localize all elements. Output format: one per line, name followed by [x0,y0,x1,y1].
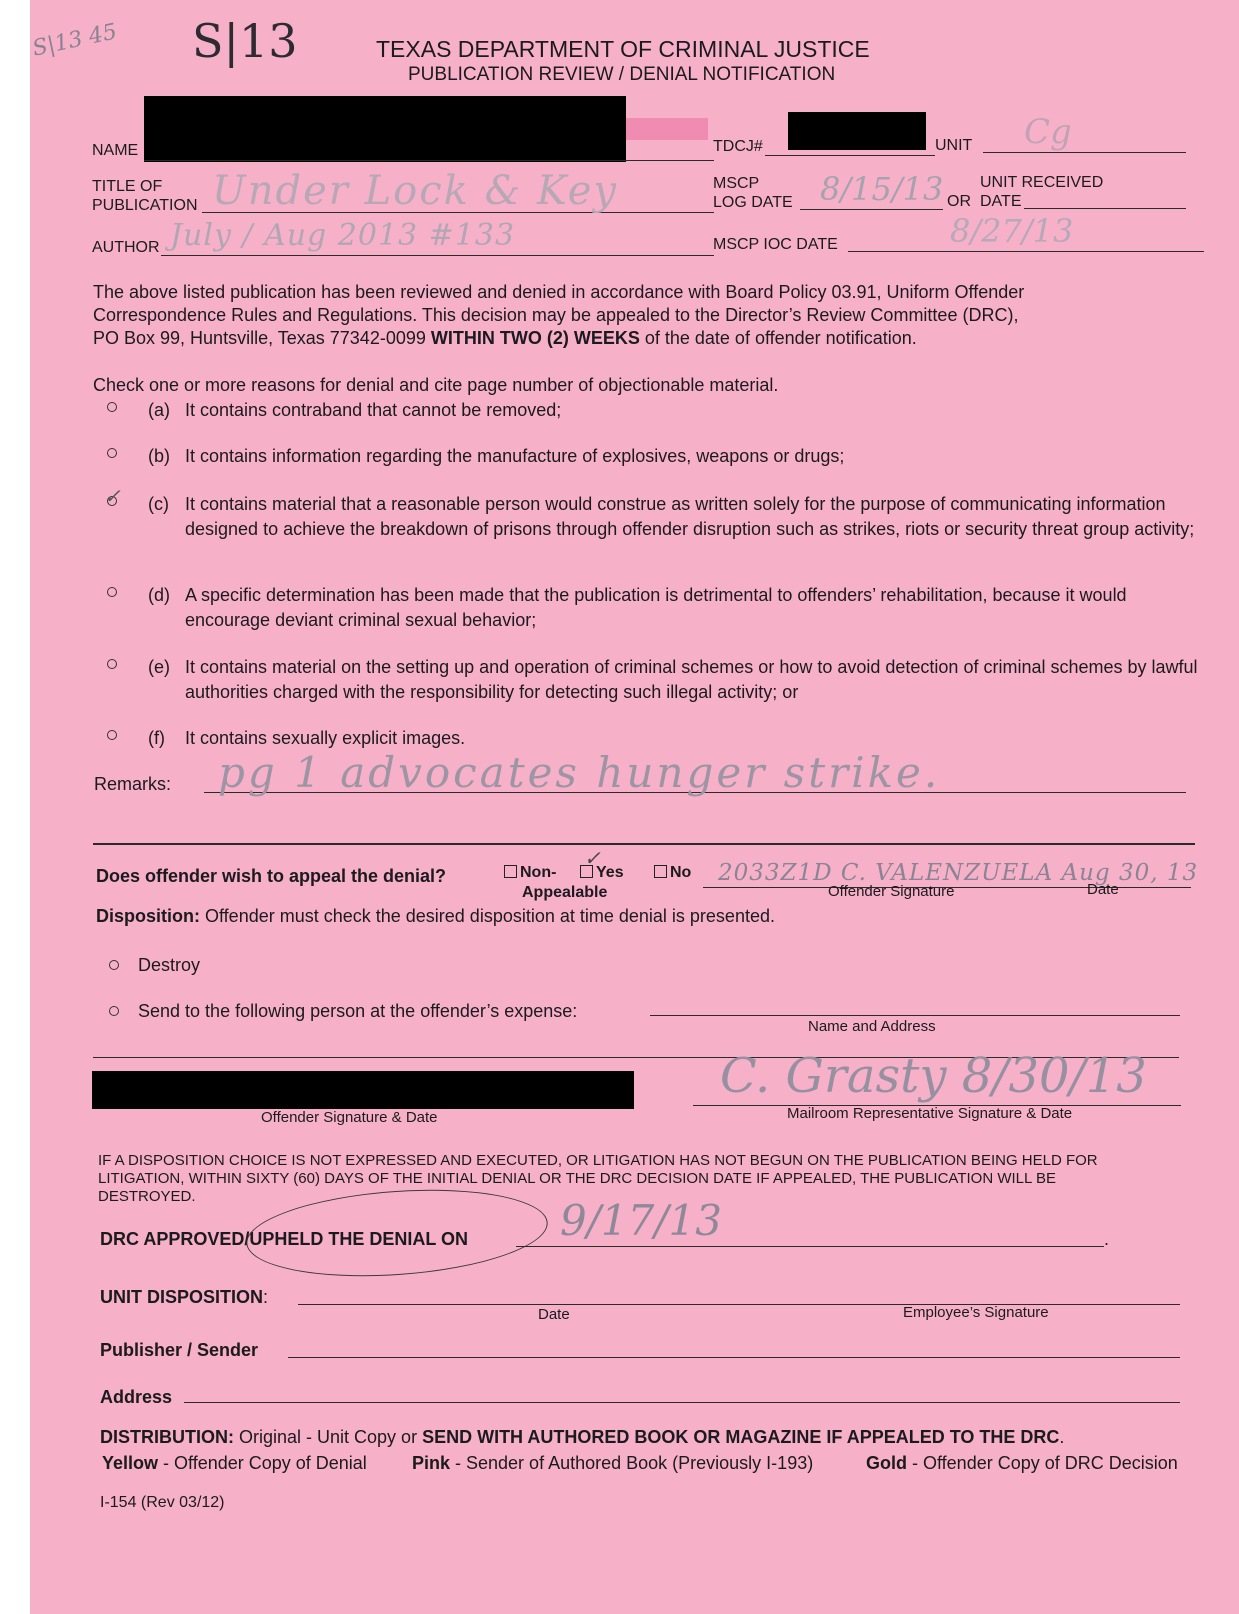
pink-text: - Sender of Authored Book (Previously I-193) [450,1453,814,1473]
highlight-mark [626,118,708,140]
copy-pink [412,1453,813,1474]
remarks-line-2 [93,843,1195,845]
disposition-label: Disposition: [96,906,200,926]
publisher-line [288,1357,1180,1358]
remarks-label: Remarks: [94,774,172,794]
unit-received-line [1024,208,1186,209]
pink-label: Pink [412,1453,451,1473]
drc-circle-mark [243,1181,550,1286]
reason-f-radio[interactable] [107,730,117,740]
intro-line-3c: of the date of offender notification. [639,328,917,348]
drc-label: DRC APPROVED/UPHELD THE DENIAL ON [100,1229,469,1249]
mscp-ioc-label: MSCP IOC DATE [713,236,838,253]
unit-disposition-colon: : [263,1287,269,1307]
publisher-label: Publisher / Sender [100,1340,259,1360]
mscp-label-2: LOG DATE [713,194,793,211]
reason-d-label: (d) [148,585,170,605]
destroy-radio[interactable] [109,960,119,970]
intro-line-2: Correspondence Rules and Regulations. This decision may be appealed to the Director’s Review Committee (DRC), [93,305,1019,325]
reason-a [148,398,1198,423]
reason-e-radio[interactable] [107,659,117,669]
form-number: I-154 (Rev 03/12) [100,1494,225,1511]
reason-c-label: (c) [148,494,169,514]
yes-label: Yes [596,864,624,881]
author-value: July / Aug 2013 #133 [170,218,516,253]
reason-c-check-mark: ✓ [104,484,121,508]
form-paper [30,0,1239,1614]
unit-value: Cg [1024,112,1072,152]
reason-b [148,444,1198,469]
appeal-date-caption: Date [1087,881,1119,898]
mscp-log-line [800,209,943,210]
employee-signature-caption: Employee’s Signature [903,1304,1049,1321]
intro-line-3 [93,328,917,349]
mailroom-caption: Mailroom Representative Signature & Date [787,1105,1073,1122]
distribution-text-b: SEND WITH AUTHORED BOOK OR MAGAZINE IF APPEALED TO THE DRC [422,1427,1060,1447]
title-label-1: TITLE OF [92,178,163,195]
name-line [144,160,714,161]
non-appealable-option[interactable] [504,864,556,882]
destroy-label: Destroy [138,955,201,975]
address-label: Address [100,1387,173,1407]
tdcj-line [765,155,935,156]
mscp-ioc-line [848,251,1204,252]
warning-line-2: LITIGATION, WITHIN SIXTY (60) DAYS OF THE INITIAL DENIAL OR THE DRC DECISION DATE IF APPEALED, THE PUBLICATION WILL BE [98,1170,1056,1187]
non-label: Non- [520,864,557,881]
offender-signature-redaction [92,1071,634,1109]
reason-a-text: It contains contraband that cannot be removed; [185,400,562,420]
remarks-value: pg 1 advocates hunger strike. [218,748,941,797]
send-radio[interactable] [109,1006,119,1016]
reason-b-radio[interactable] [107,448,117,458]
no-label: No [670,864,692,881]
reason-b-text: It contains information regarding the manufacture of explosives, weapons or drugs; [185,446,845,466]
no-checkbox[interactable] [654,865,667,878]
reason-a-label: (a) [148,400,170,420]
title-value: Under Lock & Key [212,168,618,214]
drc-period: . [1104,1229,1110,1249]
reason-d-text: A specific determination has been made that the publication is detrimental to offenders’ rehabilitation, because it would encourage deviant criminal sexual behavior; [185,585,1127,630]
mscp-log-date: 8/15/13 [820,170,944,208]
offender-sig-date-caption: Offender Signature & Date [261,1109,438,1126]
send-label: Send to the following person at the offender’s expense: [138,1001,578,1021]
mailroom-signature-value: C. Grasty 8/30/13 [720,1048,1147,1104]
intro-line-3a: PO Box 99, Huntsville, Texas 77342-0099 [93,328,431,348]
yellow-text: - Offender Copy of Denial [158,1453,367,1473]
reason-d [148,583,1198,633]
unit-line [983,152,1186,153]
unit-label: UNIT [935,137,973,154]
name-address-line [650,1015,1180,1016]
warning-line-1: IF A DISPOSITION CHOICE IS NOT EXPRESSED AND EXECUTED, OR LITIGATION HAS NOT BEGUN ON THE PUBLICATION BEING HELD FOR [98,1152,1098,1169]
distribution-text-c: . [1059,1427,1065,1447]
drc-line [516,1246,1104,1247]
distribution-line [100,1427,1064,1448]
tdcj-label: TDCJ# [713,138,763,155]
name-redaction [144,96,626,162]
gold-text: - Offender Copy of DRC Decision [907,1453,1178,1473]
gold-label: Gold [866,1453,907,1473]
mscp-label-1: MSCP [713,175,760,192]
copy-gold [866,1453,1178,1474]
appeal-question: Does offender wish to appeal the denial? [96,866,447,886]
intro-line-1: The above listed publication has been reviewed and denied in accordance with Board Policy 03.91, Uniform Offender [93,282,1025,302]
author-line [161,255,714,256]
warning-line-3: DESTROYED. [98,1188,196,1205]
yellow-label: Yellow [102,1453,159,1473]
unit-disposition [100,1287,268,1308]
reason-e-label: (e) [148,657,170,677]
disposition-text: Offender must check the desired disposition at time denial is presented. [200,906,775,926]
reason-c [148,492,1198,566]
margin-note: S|13 45 [30,19,120,62]
copy-yellow [102,1453,367,1474]
distribution-label: DISTRIBUTION: [100,1427,234,1447]
check-instruction: Check one or more reasons for denial and cite page number of objectionable material. [93,375,779,395]
tdcj-redaction [788,112,926,150]
name-address-caption: Name and Address [808,1018,936,1035]
form-subtitle: PUBLICATION REVIEW / DENIAL NOTIFICATION [408,64,836,85]
reason-b-label: (b) [148,446,170,466]
drc-value: 9/17/13 [560,1196,722,1245]
distribution-text-a: Original - Unit Copy or [234,1427,423,1447]
mscp-ioc-date: 8/27/13 [950,212,1074,250]
unit-received-label-1: UNIT RECEIVED [980,174,1104,191]
reason-f-text: It contains sexually explicit images. [185,728,466,748]
disposition-line [96,906,775,927]
offender-signature-value: 2033Z1D C. VALENZUELA Aug 30, 13 [718,860,1199,886]
address-line [184,1402,1180,1403]
name-label: NAME [92,142,139,159]
non-appealable-checkbox[interactable] [504,865,517,878]
handwritten-number: S|13 [192,14,298,68]
reason-d-radio[interactable] [107,587,117,597]
author-label: AUTHOR [92,239,160,256]
or-label: OR [947,193,971,210]
reason-a-radio[interactable] [107,402,117,412]
reason-e [148,655,1198,705]
unit-received-label-2: DATE [980,193,1022,210]
intro-deadline: WITHIN TWO (2) WEEKS [430,328,640,348]
unit-disposition-date-caption: Date [538,1306,570,1323]
title-label-2: PUBLICATION [92,197,198,214]
reason-c-text: It contains material that a reasonable person would construe as written solely for the purpose of communicating information designed to achieve the breakdown of prisons through offender disruption such as strikes, riots or security threat group activity; [185,494,1195,539]
offender-signature-caption: Offender Signature [828,883,955,900]
yes-check-mark: ✓ [584,846,601,870]
reason-f-label: (f) [148,728,165,748]
appealable-label: Appealable [522,884,608,901]
reason-e-text: It contains material on the setting up and operation of criminal schemes or how to avoid detection of criminal schemes by lawful authorities charged with the responsibility for detecting such illegal activity; or [185,657,1198,702]
no-option[interactable] [654,864,691,882]
unit-disposition-label: UNIT DISPOSITION [100,1287,264,1307]
form-title: TEXAS DEPARTMENT OF CRIMINAL JUSTICE [376,36,870,62]
